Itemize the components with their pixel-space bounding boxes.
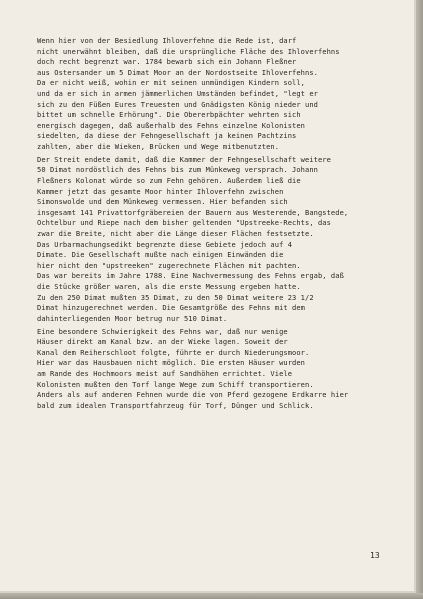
text-line: doch recht begrenzt war. 1784 bewarb sich ein Johann Fleßner <box>37 57 297 67</box>
text-line: zahlten, aber die Wieken, Brücken und Wege mitbenutzten. <box>37 141 280 151</box>
text-line: nicht unerwähnt bleiben, daß die ursprüngliche Fläche des Ihloverfehns <box>37 46 340 56</box>
text-line: Kanal dem Reiherschloot folgte, führte er durch Niederungsmoor. <box>37 347 310 357</box>
text-line: Dimat hinzugerechnet werden. Die Gesamtgröße des Fehns mit dem <box>37 303 305 313</box>
text-line: Häuser direkt am Kanal bzw. an der Wieke lagen. Soweit der <box>37 337 288 347</box>
text-line: Zu den 250 Dimat mußten 35 Dimat, zu den 50 Dimat weitere 23 1/2 <box>37 292 314 302</box>
text-line: insgesamt 141 Privattorfgräbereien der Bauern aus Westerende, Bangstede, <box>37 207 349 217</box>
text-line: hier nicht den "upstreeken" zugerechnete Flächen mit pachten. <box>37 260 301 270</box>
text-line: Kolonisten mußten den Torf lange Wege zum Schiff transportieren. <box>37 379 314 389</box>
text-line: Fleßners Kolonat würde so zum Fehn gehören. Außerdem ließ die <box>37 176 301 186</box>
text-line: Der Streit endete damit, daß die Kammer der Fehngesellschaft weitere <box>37 154 331 164</box>
text-line: Dimate. Die Gesellschaft mußte nach einigen Einwänden die <box>37 250 284 260</box>
text-line: bittet um schnelle Erhörung". Die Obererbpächter wehrten sich <box>37 110 301 120</box>
text-line: Da er nicht weiß, wohin er mit seinen unmündigen Kindern soll, <box>37 78 305 88</box>
text-line: Simonswolde und dem Münkeweg vermessen. Hier befanden sich <box>37 197 288 207</box>
text-line: aus Ostersander um 5 Dimat Moor an der Nordostseite Ihloverfehns. <box>37 67 318 77</box>
text-line: energisch dagegen, daß außerhalb des Fehns einzelne Kolonisten <box>37 120 305 130</box>
text-line: Das war bereits im Jahre 1788. Eine Nachvermessung des Fehns ergab, daß <box>37 271 344 281</box>
page-number: 13 <box>370 551 380 560</box>
text-line: am Rande des Hochmoors meist auf Sandhöhen errichtet. Viele <box>37 369 293 378</box>
text-line: Ochtelbur und Riepe nach dem bisher geltenden "Upstreeke-Rechts, das <box>37 218 331 228</box>
text-line: 50 Dimat nordöstlich des Fehns bis zum Münkeweg versprach. Johann <box>37 165 318 175</box>
text-line: zwar die Breite, nicht aber die Länge dieser Flächen festsetzte. <box>37 228 314 238</box>
text-line: Hier war das Hausbauen nicht möglich. Die ersten Häuser wurden <box>37 358 305 368</box>
text-line: Das Urbarmachungsedikt begrenzte diese Gebiete jedoch auf 4 <box>37 239 293 249</box>
text-line: die Stücke größer waren, als die erste Messung ergeben hatte. <box>37 281 301 291</box>
text-line: Eine besondere Schwierigkeit des Fehns war, daß nur wenige <box>37 326 288 336</box>
text-line: Wenn hier von der Besiedlung Ihloverfehne die Rede ist, darf <box>37 36 297 45</box>
paragraph-3 <box>37 327 382 412</box>
paragraph-2 <box>37 155 382 325</box>
text-line: sich zu den Füßen Eures Treuesten und Gnädigsten König nieder und <box>37 99 318 109</box>
text-line: siedelten, da diese der Fehngesellschaft ja keinen Pachtzins <box>37 131 297 141</box>
text-line: Kammer jetzt das gesamte Moor hinter Ihloverfehn zwischen <box>37 186 284 196</box>
text-line: Anders als auf anderen Fehnen wurde die von Pferd gezogene Erdkarre hier <box>37 390 349 400</box>
paragraph-1 <box>37 36 382 153</box>
page-edge-bottom <box>0 593 423 599</box>
page-edge-right <box>416 0 423 599</box>
text-line: dahinterliegenden Moor betrug nur 510 Dimat. <box>37 313 228 323</box>
text-line: bald zum idealen Transportfahrzeug für Torf, Dünger und Schlick. <box>37 400 314 410</box>
body-text <box>37 36 382 414</box>
text-line: und da er sich in armen jämmerlichen Umständen befindet, "legt er <box>37 88 318 98</box>
